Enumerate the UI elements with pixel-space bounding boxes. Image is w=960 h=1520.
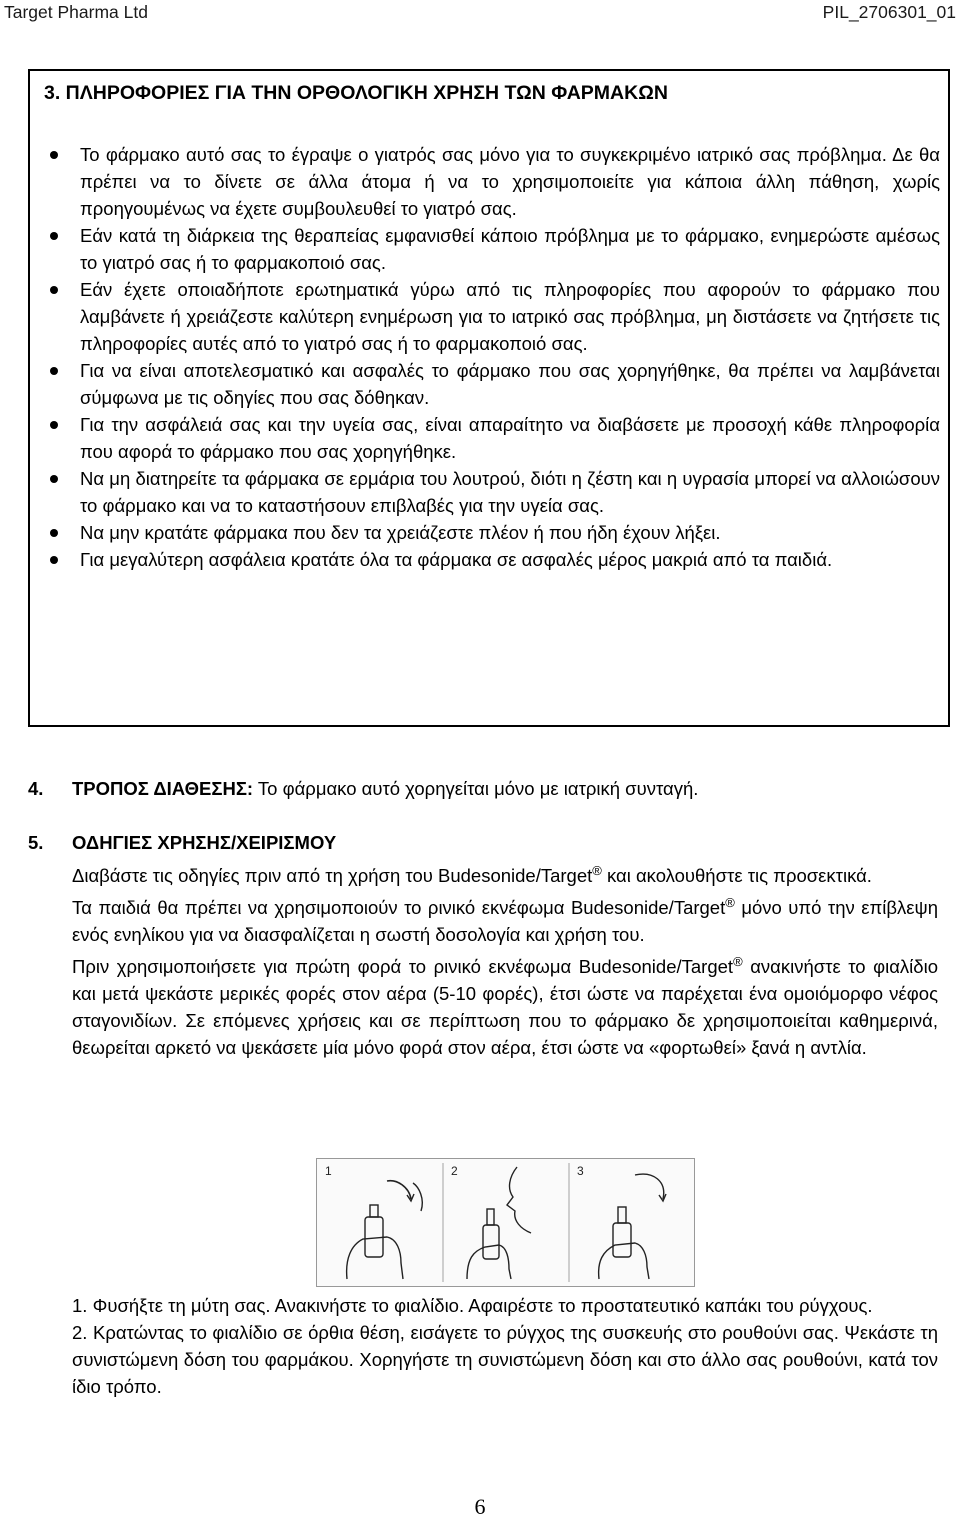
- registered-mark: ®: [733, 954, 743, 970]
- list-item: Το φάρμακο αυτό σας το έγραψε ο γιατρός σας μόνο για το συγκεκριμένο ιατρικό σας πρόβλημα. Δε θα πρέπει να το δίνετε σε άλλα άτομα ή να το χρησιμοποιείτε για κάποια άλλη πάθηση, χωρίς προηγουμένως να έχετε συμβουλευθεί το γιατρό σας.: [44, 141, 940, 222]
- bullet-icon: [50, 367, 58, 375]
- bullet-icon: [50, 529, 58, 537]
- section-5-title: ΟΔΗΓΙΕΣ ΧΡΗΣΗΣ/ΧΕΙΡΙΣΜΟΥ: [72, 832, 337, 853]
- list-item: Για να είναι αποτελεσματικό και ασφαλές το φάρμακο που σας χορηγήθηκε, θα πρέπει να λαμβάνεται σύμφωνα με τις οδηγίες που σας δόθηκαν.: [44, 357, 940, 411]
- list-item: Εάν έχετε οποιαδήποτε ερωτηματικά γύρω από τις πληροφορίες που αφορούν το φάρμακο που λαμβάνετε ή χρειάζεστε καλύτερη ενημέρωση για το ιατρικό σας πρόβλημα, μη διστάσετε να ζητήσετε τις πληροφορίες αυτές από το γιατρό σας ή το φαρμακοποιό σας.: [44, 276, 940, 357]
- page-header: [0, 0, 960, 26]
- step-2: 2. Κρατώντας το φιαλίδιο σε όρθια θέση, εισάγετε το ρύγχος της συσκευής στο ρουθούνι σας. Ψεκάστε τη συνιστώμενη δόση του φαρμάκου. Χορηγήστε τη συνιστώμενη δόση και στο άλλο σας ρουθούνι, κατά τον ίδιο τρόπο.: [72, 1322, 938, 1397]
- section-4-body: [72, 778, 698, 800]
- bullet-icon: [50, 421, 58, 429]
- document-id: PIL_2706301_01: [822, 2, 956, 22]
- bullet-icon: [50, 151, 58, 159]
- section-4-number: 4.: [28, 778, 44, 799]
- steps-list: [72, 1292, 938, 1400]
- list-item: Εάν κατά τη διάρκεια της θεραπείας εμφανισθεί κάποιο πρόβλημα με το φάρμακο, ενημερώστε αμέσως το γιατρό σας ή το φαρμακοποιό σας.: [44, 222, 940, 276]
- section-3-box: [28, 69, 950, 727]
- section-4-title: ΤΡΟΠΟΣ ΔΙΑΘΕΣΗΣ:: [72, 778, 254, 799]
- bullet-icon: [50, 232, 58, 240]
- instruction-illustration: [316, 1158, 695, 1287]
- section-3-list: [44, 141, 940, 573]
- paragraph: Τα παιδιά θα πρέπει να χρησιμοποιούν το ρινικό εκνέφωμα Budesonide/Target® μόνο υπό την επίβλεψη ενός ενηλίκου για να διασφαλίζεται η σωστή δοσολογία και χρήση του.: [72, 895, 938, 946]
- list-item: Να μην κρατάτε φάρμακα που δεν τα χρειάζεστε πλέον ή που ήδη έχουν λήξει.: [44, 519, 940, 546]
- paragraph: Διαβάστε τις οδηγίες πριν από τη χρήση του Budesonide/Target® και ακολουθήστε τις προσεκτικά.: [72, 863, 872, 887]
- page-number: 6: [474, 1494, 486, 1519]
- list-item: Για την ασφάλειά σας και την υγεία σας, είναι απαραίτητο να διαβάσετε με προσοχή κάθε πληροφορία που αφορά το φάρμακο που σας χορηγήθηκε.: [44, 411, 940, 465]
- section-5-number: 5.: [28, 832, 44, 853]
- list-item: Να μη διατηρείτε τα φάρμακα σε ερμάρια του λουτρού, διότι η ζέστη και η υγρασία μπορεί να αλλοιώσουν το φάρμακο και να το καταστήσουν επιβλαβές για την υγεία σας.: [44, 465, 940, 519]
- section-5-body: [72, 857, 938, 1061]
- section-3-title: 3. ΠΛΗΡΟΦΟΡΙΕΣ ΓΙΑ ΤΗΝ ΟΡΘΟΛΟΓΙΚΗ ΧΡΗΣΗ ΤΩΝ ΦΑΡΜΑΚΩΝ: [44, 82, 668, 104]
- paragraph: Πριν χρησιμοποιήσετε για πρώτη φορά το ρινικό εκνέφωμα Budesonide/Target® ανακινήστε το φιαλίδιο και μετά ψεκάστε μερικές φορές στον αέρα (5-10 φορές), έτσι ώστε να παρέχεται ένα ομοιόμορφο νέφος σταγονιδίων. Σε επόμενες χρήσεις και σε περίπτωση που το φάρμακο δε χρησιμοποιείται καθημερινά, θεωρείται αρκετό να ψεκάσετε μία μόνο φορά στον αέρα, έτσι ώστε να «φορτωθεί» ξανά η αντλία.: [72, 954, 938, 1059]
- list-item: Για μεγαλύτερη ασφάλεια κρατάτε όλα τα φάρμακα σε ασφαλές μέρος μακριά από τα παιδιά.: [44, 546, 940, 573]
- nasal-spray-steps-drawing: [317, 1159, 694, 1286]
- registered-mark: ®: [725, 895, 735, 911]
- panel-label: 1: [325, 1164, 332, 1178]
- panel-label: 2: [451, 1164, 458, 1178]
- panel-label: 3: [577, 1164, 584, 1178]
- bullet-icon: [50, 286, 58, 294]
- section-4-text: Το φάρμακο αυτό χορηγείται μόνο με ιατρική συνταγή.: [257, 778, 699, 799]
- bullet-icon: [50, 475, 58, 483]
- bullet-icon: [50, 556, 58, 564]
- step-1: 1. Φυσήξτε τη μύτη σας. Ανακινήστε το φιαλίδιο. Αφαιρέστε το προστατευτικό καπάκι του ρύγχους.: [72, 1295, 873, 1316]
- registered-mark: ®: [592, 863, 602, 878]
- company-name: Target Pharma Ltd: [4, 2, 148, 22]
